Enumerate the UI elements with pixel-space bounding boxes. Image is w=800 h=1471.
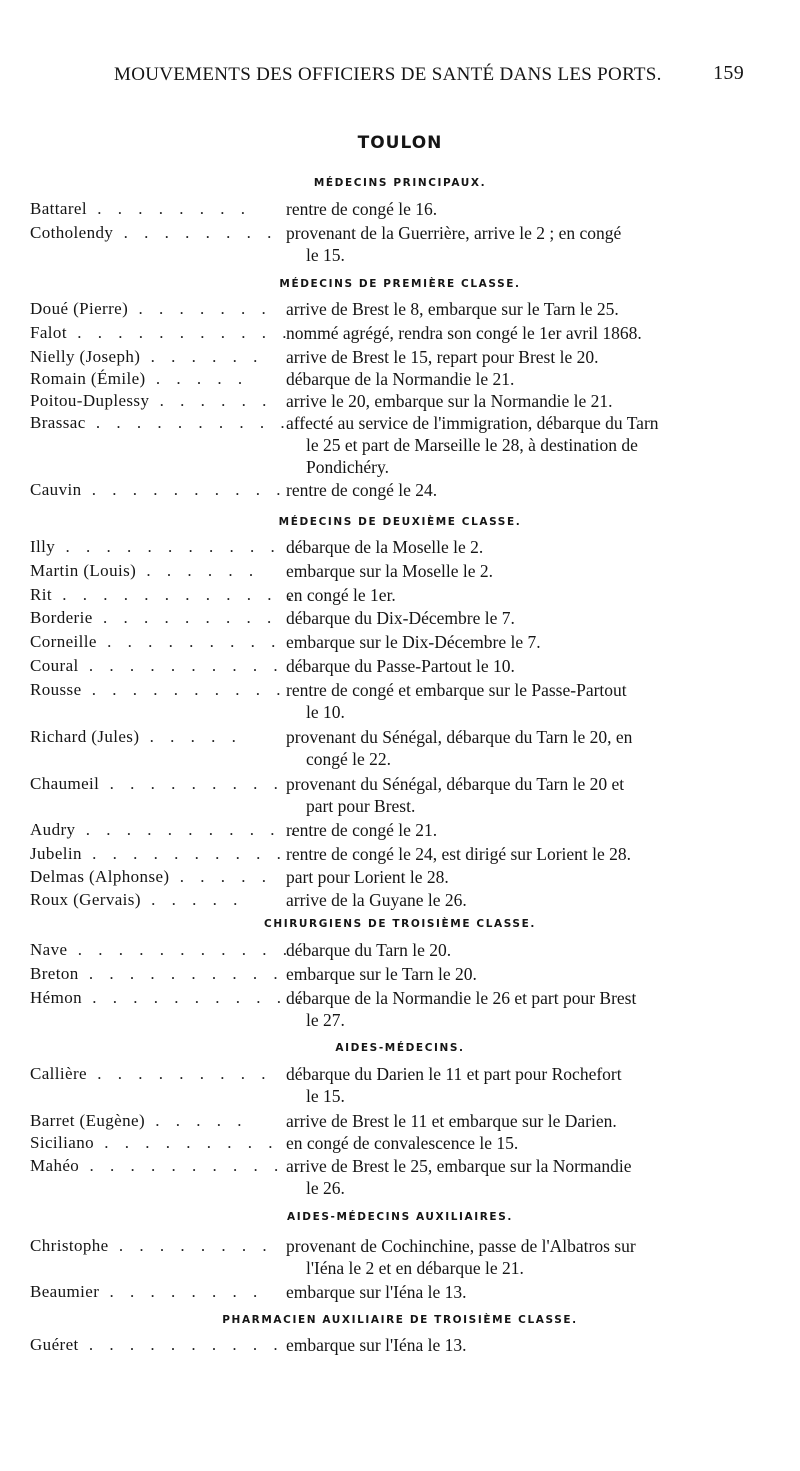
description-line: nommé agrégé, rendra son congé le 1er avril 1868. bbox=[286, 323, 642, 343]
movement-description bbox=[286, 536, 736, 558]
officer-name bbox=[30, 1281, 280, 1303]
description-continuation: le 15. bbox=[306, 1086, 345, 1106]
description-continuation: le 27. bbox=[306, 1010, 345, 1030]
leader-dots: . . . . . bbox=[145, 369, 249, 388]
leader-dots: . . . . . bbox=[169, 867, 272, 886]
officer-name-text: Falot bbox=[30, 323, 67, 342]
movement-description bbox=[286, 368, 736, 390]
leader-dots: . . . . . . . . . . bbox=[81, 844, 287, 863]
officer-name-text: Richard (Jules) bbox=[30, 727, 140, 746]
leader-dots: . . . . . . . . . bbox=[87, 1064, 272, 1083]
description-line: part pour Lorient le 28. bbox=[286, 867, 449, 887]
officer-name bbox=[30, 655, 284, 677]
leader-dots: . . . . . . . bbox=[128, 299, 272, 318]
officer-name-text: Rit bbox=[30, 585, 52, 604]
officer-name bbox=[30, 631, 280, 653]
officer-name bbox=[30, 412, 291, 434]
description-line: arrive de Brest le 15, repart pour Brest le 20. bbox=[286, 347, 599, 367]
officer-name-text: Christophe bbox=[30, 1236, 109, 1255]
movement-description bbox=[286, 322, 736, 344]
movement-description bbox=[286, 346, 736, 368]
leader-dots: . . . . . . . . . . bbox=[78, 656, 284, 675]
description-line: embarque sur l'Iéna le 13. bbox=[286, 1282, 467, 1302]
officer-name-text: Coural bbox=[30, 656, 79, 675]
officer-name bbox=[30, 889, 280, 911]
officer-name bbox=[30, 368, 280, 390]
movement-description bbox=[286, 1132, 736, 1154]
leader-dots: . . . . . bbox=[140, 890, 244, 909]
officer-name-text: Guéret bbox=[30, 1335, 79, 1354]
officer-name bbox=[30, 322, 293, 344]
officer-name bbox=[30, 726, 280, 748]
leader-dots: . . . . . . . . . bbox=[99, 774, 284, 793]
leader-dots: . . . . . . . . . . . bbox=[82, 988, 308, 1007]
movement-description bbox=[286, 1110, 736, 1132]
description-continuation: congé le 22. bbox=[306, 749, 392, 769]
officer-name bbox=[30, 1063, 280, 1085]
movement-description bbox=[286, 584, 736, 606]
description-continuation: l'Iéna le 2 et en débarque le 21. bbox=[306, 1258, 524, 1278]
description-line: débarque du Tarn le 20. bbox=[286, 940, 452, 960]
movement-description bbox=[286, 222, 736, 266]
officer-name bbox=[30, 346, 280, 368]
description-line: rentre de congé et embarque sur le Passe-Partout bbox=[286, 680, 627, 700]
description-line: arrive de Brest le 8, embarque sur le Tarn le 25. bbox=[286, 299, 619, 319]
description-continuation: part pour Brest. bbox=[306, 796, 416, 816]
leader-dots: . . . . . . . . . . bbox=[85, 413, 291, 432]
officer-name-text: Corneille bbox=[30, 632, 97, 651]
description-line: en congé le 1er. bbox=[286, 585, 396, 605]
description-line: embarque sur la Moselle le 2. bbox=[286, 561, 494, 581]
movement-description bbox=[286, 987, 736, 1031]
description-line: embarque sur le Dix-Décembre le 7. bbox=[286, 632, 541, 652]
city-heading: TOULON bbox=[357, 133, 443, 153]
movement-description bbox=[286, 866, 736, 888]
movement-description bbox=[286, 412, 736, 478]
officer-name-text: Nielly (Joseph) bbox=[30, 347, 141, 366]
description-line: embarque sur l'Iéna le 13. bbox=[286, 1335, 467, 1355]
description-continuation: le 10. bbox=[306, 702, 345, 722]
movement-description bbox=[286, 1235, 736, 1279]
movement-description bbox=[286, 1063, 736, 1107]
leader-dots: . . . . . . . . . . . . bbox=[55, 537, 302, 556]
description-line: rentre de congé le 16. bbox=[286, 199, 438, 219]
officer-name-text: Doué (Pierre) bbox=[30, 299, 129, 318]
description-line: débarque de la Normandie le 21. bbox=[286, 369, 515, 389]
description-line: affecté au service de l'immigration, débarque du Tarn bbox=[286, 413, 659, 433]
movement-description bbox=[286, 1281, 736, 1303]
officer-name-text: Cauvin bbox=[30, 480, 82, 499]
description-line: arrive de Brest le 11 et embarque sur le Darien. bbox=[286, 1111, 617, 1131]
officer-name-text: Brassac bbox=[30, 413, 86, 432]
movement-description bbox=[286, 198, 736, 220]
officer-name-text: Delmas (Alphonse) bbox=[30, 867, 170, 886]
movement-description bbox=[286, 843, 736, 865]
movement-description bbox=[286, 479, 736, 501]
officer-name bbox=[30, 298, 280, 320]
movement-description bbox=[286, 679, 736, 723]
officer-name-text: Battarel bbox=[30, 199, 88, 218]
officer-name bbox=[30, 607, 280, 629]
officer-name bbox=[30, 843, 287, 865]
movement-description bbox=[286, 560, 736, 582]
officer-name-text: Callière bbox=[30, 1064, 88, 1083]
description-line: débarque du Darien le 11 et part pour Rochefort bbox=[286, 1064, 622, 1084]
officer-name bbox=[30, 584, 298, 606]
officer-name-text: Martin (Louis) bbox=[30, 561, 137, 580]
description-line: débarque de la Normandie le 26 et part pour Brest bbox=[286, 988, 637, 1008]
officer-name bbox=[30, 866, 280, 888]
movement-description bbox=[286, 1155, 736, 1199]
officer-name-text: Hémon bbox=[30, 988, 83, 1007]
description-line: débarque du Dix-Décembre le 7. bbox=[286, 608, 515, 628]
description-line: rentre de congé le 21. bbox=[286, 820, 438, 840]
officer-name bbox=[30, 390, 280, 412]
officer-name-text: Roux (Gervais) bbox=[30, 890, 141, 909]
description-continuation: le 26. bbox=[306, 1178, 345, 1198]
description-line: en congé de convalescence le 15. bbox=[286, 1133, 519, 1153]
description-line: débarque de la Moselle le 2. bbox=[286, 537, 484, 557]
description-line: rentre de congé le 24. bbox=[286, 480, 438, 500]
section-title: CHIRURGIENS DE TROISIÈME CLASSE. bbox=[264, 918, 536, 930]
officer-name-text: Illy bbox=[30, 537, 56, 556]
officer-name bbox=[30, 1110, 280, 1132]
page-header-title: MOUVEMENTS DES OFFICIERS DE SANTÉ DANS LES PORTS. bbox=[114, 64, 662, 85]
description-line: provenant du Sénégal, débarque du Tarn le 20 et bbox=[286, 774, 625, 794]
leader-dots: . . . . . . . . bbox=[87, 199, 252, 218]
leader-dots: . . . . . . . . . . bbox=[78, 1335, 284, 1354]
officer-name-text: Beaumier bbox=[30, 1282, 100, 1301]
description-line: arrive de la Guyane le 26. bbox=[286, 890, 467, 910]
officer-name bbox=[30, 1132, 280, 1154]
leader-dots: . . . . . . . . . bbox=[94, 1133, 279, 1152]
leader-dots: . . . . . . . . . . . bbox=[67, 940, 293, 959]
movement-description bbox=[286, 819, 736, 841]
description-line: arrive le 20, embarque sur la Normandie le 21. bbox=[286, 391, 613, 411]
movement-description bbox=[286, 607, 736, 629]
movement-description bbox=[286, 1334, 736, 1356]
officer-name bbox=[30, 773, 284, 795]
leader-dots: . . . . . . . . bbox=[99, 1282, 264, 1301]
leader-dots: . . . . . . . . . . . . bbox=[52, 585, 298, 604]
officer-name-text: Mahéo bbox=[30, 1156, 80, 1175]
officer-name bbox=[30, 479, 287, 501]
description-continuation: Pondichéry. bbox=[306, 457, 389, 477]
leader-dots: . . . . . . . . . . . bbox=[75, 820, 301, 839]
description-line: provenant de Cochinchine, passe de l'Albatros sur bbox=[286, 1236, 636, 1256]
officer-name bbox=[30, 536, 302, 558]
officer-name-text: Cotholendy bbox=[30, 223, 114, 242]
officer-name-text: Chaumeil bbox=[30, 774, 100, 793]
leader-dots: . . . . . . . . bbox=[113, 223, 278, 242]
movement-description bbox=[286, 390, 736, 412]
section-title: PHARMACIEN AUXILIAIRE DE TROISIÈME CLASSE. bbox=[222, 1314, 578, 1326]
officer-name bbox=[30, 679, 287, 701]
section-title: AIDES-MÉDECINS AUXILIAIRES. bbox=[287, 1211, 513, 1223]
description-line: débarque du Passe-Partout le 10. bbox=[286, 656, 515, 676]
officer-name bbox=[30, 1155, 305, 1177]
officer-name bbox=[30, 963, 284, 985]
description-line: provenant de la Guerrière, arrive le 2 ; en congé bbox=[286, 223, 622, 243]
movement-description bbox=[286, 773, 736, 817]
officer-name-text: Barret (Eugène) bbox=[30, 1111, 146, 1130]
movement-description bbox=[286, 939, 736, 961]
leader-dots: . . . . . . . . . . bbox=[81, 680, 287, 699]
movement-description bbox=[286, 655, 736, 677]
officer-name bbox=[30, 1334, 284, 1356]
leader-dots: . . . . . . . . . . bbox=[81, 480, 287, 499]
officer-name-text: Poitou-Duplessy bbox=[30, 391, 150, 410]
leader-dots: . . . . . . bbox=[136, 561, 260, 580]
officer-name-text: Breton bbox=[30, 964, 79, 983]
description-continuation: le 25 et part de Marseille le 28, à destination de bbox=[306, 435, 638, 455]
leader-dots: . . . . . bbox=[139, 727, 242, 746]
officer-name-text: Nave bbox=[30, 940, 68, 959]
movement-description bbox=[286, 889, 736, 911]
section-title: MÉDECINS PRINCIPAUX. bbox=[313, 177, 487, 189]
officer-name bbox=[30, 1235, 280, 1257]
officer-name-text: Romain (Émile) bbox=[30, 369, 146, 388]
movement-description bbox=[286, 631, 736, 653]
officer-name-text: Borderie bbox=[30, 608, 93, 627]
description-line: embarque sur le Tarn le 20. bbox=[286, 964, 477, 984]
officer-name bbox=[30, 939, 293, 961]
description-line: arrive de Brest le 25, embarque sur la Normandie bbox=[286, 1156, 632, 1176]
officer-name bbox=[30, 560, 280, 582]
leader-dots: . . . . . . . . . . bbox=[78, 964, 284, 983]
leader-dots: . . . . . . . . . bbox=[96, 632, 282, 651]
page-number: 159 bbox=[713, 62, 744, 84]
leader-dots: . . . . . . . . bbox=[108, 1236, 273, 1255]
officer-name-text: Audry bbox=[30, 820, 76, 839]
officer-name-text: Siciliano bbox=[30, 1133, 95, 1152]
leader-dots: . . . . . bbox=[145, 1111, 248, 1130]
leader-dots: . . . . . . bbox=[149, 391, 273, 410]
leader-dots: . . . . . . . . . . . bbox=[79, 1156, 305, 1175]
officer-name bbox=[30, 198, 280, 220]
section-title: MÉDECINS DE DEUXIÈME CLASSE. bbox=[278, 516, 522, 528]
description-continuation: le 15. bbox=[306, 245, 345, 265]
description-line: rentre de congé le 24, est dirigé sur Lorient le 28. bbox=[286, 844, 632, 864]
officer-name bbox=[30, 222, 280, 244]
section-title: AIDES-MÉDECINS. bbox=[335, 1042, 465, 1054]
movement-description bbox=[286, 298, 736, 320]
description-line: provenant du Sénégal, débarque du Tarn le 20, en bbox=[286, 727, 633, 747]
officer-name-text: Jubelin bbox=[30, 844, 82, 863]
movement-description bbox=[286, 963, 736, 985]
leader-dots: . . . . . . . . . bbox=[92, 608, 278, 627]
leader-dots: . . . . . . . . . . . bbox=[66, 323, 293, 342]
officer-name bbox=[30, 819, 301, 841]
leader-dots: . . . . . . bbox=[140, 347, 264, 366]
officer-name-text: Rousse bbox=[30, 680, 82, 699]
officer-name bbox=[30, 987, 308, 1009]
section-title: MÉDECINS DE PREMIÈRE CLASSE. bbox=[279, 278, 521, 290]
movement-description bbox=[286, 726, 736, 770]
